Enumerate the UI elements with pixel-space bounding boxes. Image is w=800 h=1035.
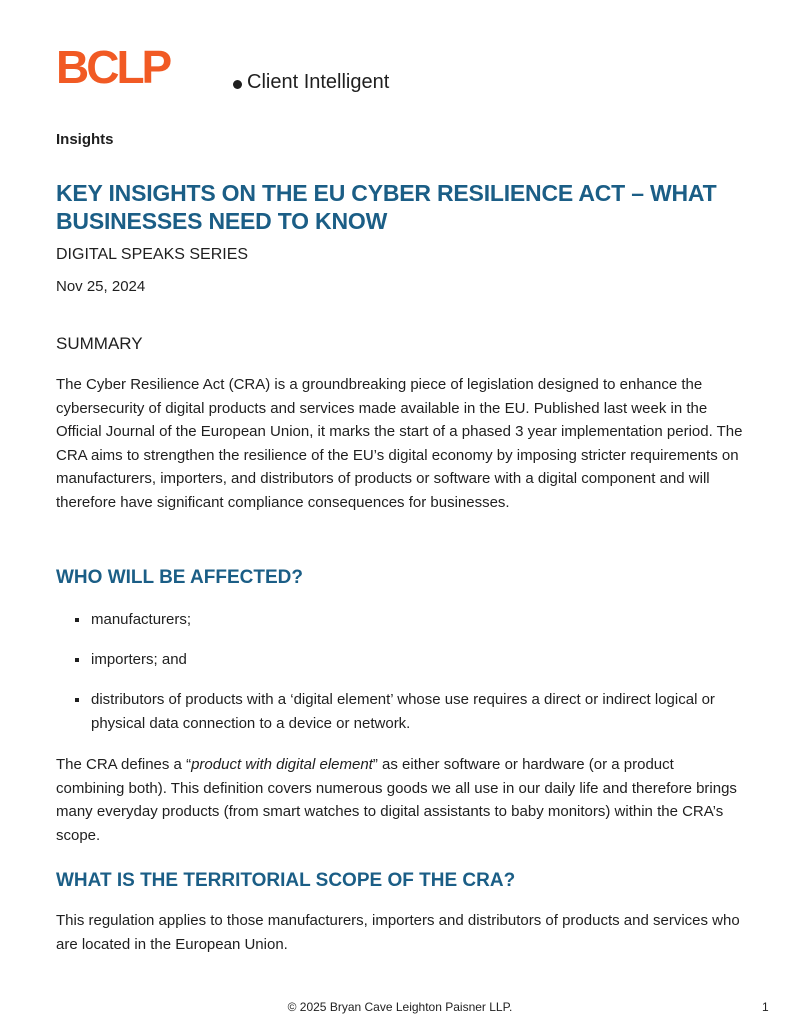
- bullet-square-icon: [75, 658, 79, 662]
- affected-heading: WHO WILL BE AFFECTED?: [56, 567, 303, 588]
- definition-text-before: The CRA defines a “: [56, 756, 192, 773]
- list-item-text: manufacturers;: [91, 611, 192, 628]
- logo-dot-icon: [233, 80, 242, 89]
- list-item-text: importers; and: [91, 651, 187, 668]
- definition-term: product with digital element: [191, 756, 373, 773]
- footer-copyright: © 2025 Bryan Cave Leighton Paisner LLP.: [287, 1000, 513, 1014]
- scope-heading: WHAT IS THE TERRITORIAL SCOPE OF THE CRA?: [56, 870, 516, 891]
- list-item-text: distributors of products with a ‘digital element’ whose use requires a direct or indirect logical or physical data connection to a device or network.: [91, 691, 715, 732]
- definition-text-after: ” as either software or hardware (or a product combining both). This definition covers numerous goods we all use in our daily life and therefore brings many everyday products (from smart watches to digital assistants to baby monitors) within the CRA’s scope.: [56, 756, 737, 844]
- list-item: [56, 648, 746, 672]
- affected-list: [56, 608, 746, 736]
- series-label: DIGITAL SPEAKS SERIES: [56, 246, 249, 263]
- definition-paragraph: [56, 753, 746, 847]
- logo-tagline: Client Intelligent: [247, 71, 390, 93]
- bullet-square-icon: [75, 618, 79, 622]
- summary-paragraph: The Cyber Resilience Act (CRA) is a groundbreaking piece of legislation designed to enhance the cybersecurity of digital products and services made available in the EU. Published last week in the Official Journal of the European Union, it marks the start of a phased 3 year implementation period. The CRA aims to strengthen the resilience of the EU’s digital economy by imposing stricter requirements on manufacturers, importers, and distributors of products or software with a digital component and will therefore have significant compliance consequences for businesses.: [56, 376, 743, 511]
- page-title: KEY INSIGHTS ON THE EU CYBER RESILIENCE ACT – WHAT BUSINESSES NEED TO KNOW: [56, 180, 717, 234]
- summary-heading: SUMMARY: [56, 334, 143, 353]
- page-number: 1: [762, 1000, 769, 1014]
- publish-date: Nov 25, 2024: [56, 278, 146, 295]
- list-item: [56, 608, 746, 632]
- section-eyebrow: Insights: [56, 131, 114, 148]
- bullet-square-icon: [75, 698, 79, 702]
- logo-mark: BCLP: [56, 41, 170, 93]
- scope-paragraph: This regulation applies to those manufacturers, importers and distributors of products and services who are located in the European Union.: [56, 912, 740, 953]
- list-item: [56, 688, 746, 736]
